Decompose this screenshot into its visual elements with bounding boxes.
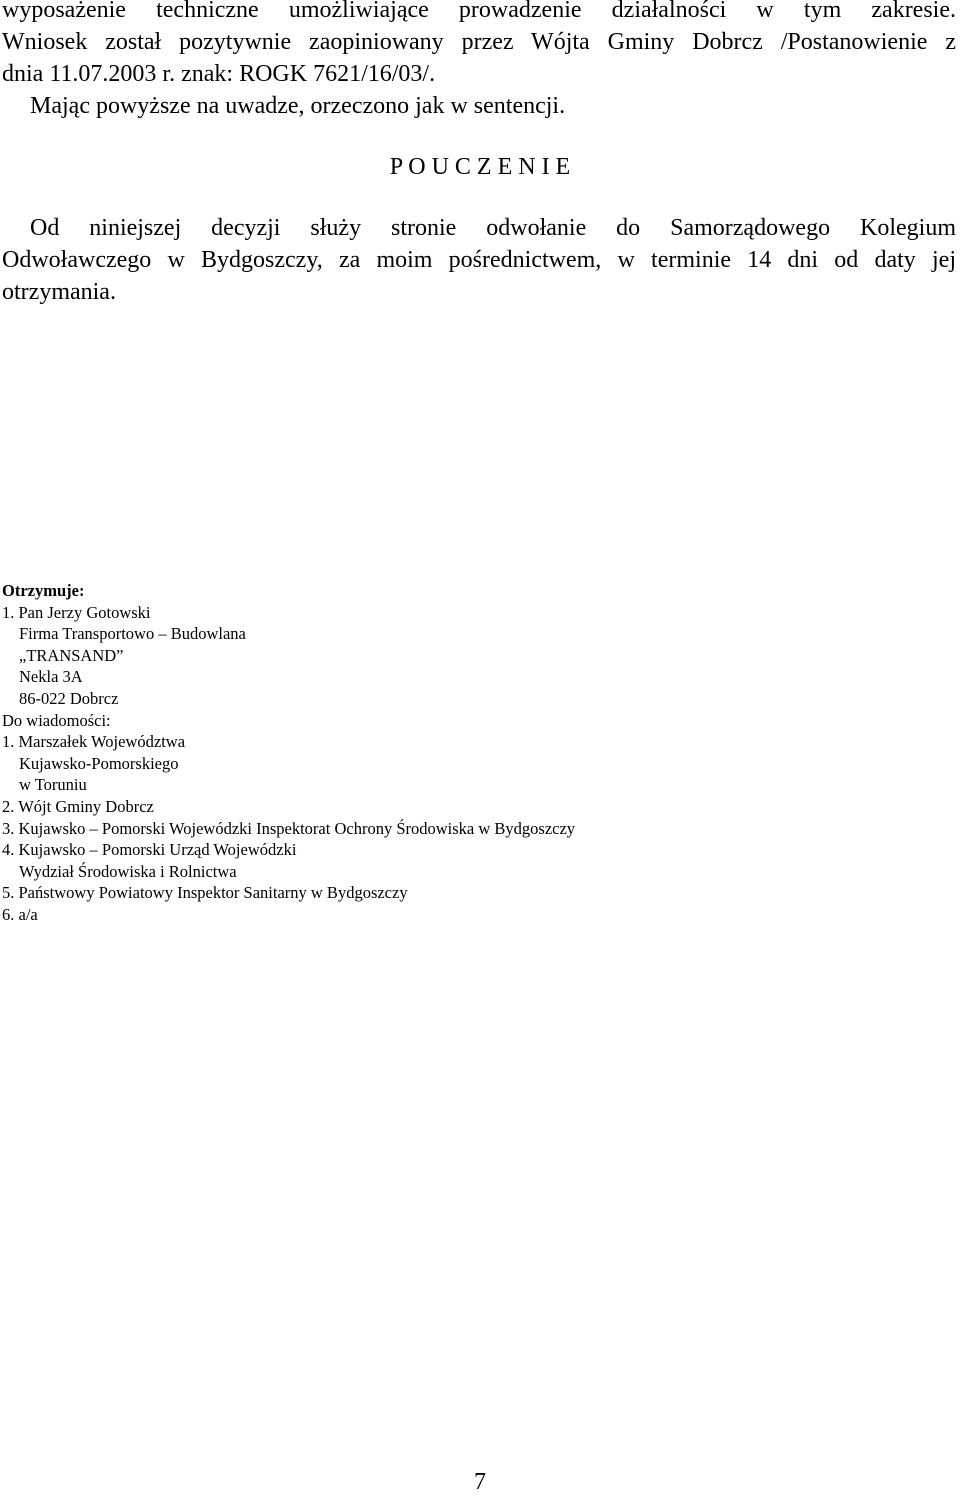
info-line: w Toruniu <box>19 775 87 795</box>
paragraph-line: Od niniejszej decyzji służy stronie odwołanie do Samorządowego Kolegium <box>30 215 956 241</box>
info-line: 4. Kujawsko – Pomorski Urząd Wojewódzki <box>2 840 297 860</box>
paragraph-line: wyposażenie techniczne umożliwiające prowadzenie działalności w tym zakresie. <box>2 0 956 23</box>
section-heading: P O U C Z E N I E <box>389 154 571 180</box>
info-label: Do wiadomości: <box>2 710 111 730</box>
info-line: 5. Państwowy Powiatowy Inspektor Sanitarny w Bydgoszczy <box>2 883 408 903</box>
recipients-list <box>2 580 902 926</box>
recipient-line: „TRANSAND” <box>19 645 124 665</box>
page-number: 7 <box>474 1469 486 1495</box>
info-line: 2. Wójt Gminy Dobrcz <box>2 796 154 816</box>
recipient-line: 1. Pan Jerzy Gotowski <box>2 602 151 622</box>
recipients-label: Otrzymuje: <box>2 581 85 600</box>
info-line: 1. Marszałek Województwa <box>2 732 186 752</box>
paragraph-line: dnia 11.07.2003 r. znak: ROGK 7621/16/03/. <box>2 61 436 87</box>
recipient-line: Nekla 3A <box>19 667 83 687</box>
paragraph-line: Odwoławczego w Bydgoszczy, za moim pośrednictwem, w terminie 14 dni od daty jej <box>2 247 956 273</box>
info-line: Kujawsko-Pomorskiego <box>19 753 179 773</box>
recipient-line: Firma Transportowo – Budowlana <box>19 624 246 644</box>
instruction-paragraph <box>2 212 956 308</box>
info-line: 3. Kujawsko – Pomorski Wojewódzki Inspektorat Ochrony Środowiska w Bydgoszczy <box>2 818 576 838</box>
recipient-line: 86-022 Dobrcz <box>19 688 119 708</box>
paragraph-line: otrzymania. <box>2 279 116 305</box>
paragraph-line: Wniosek został pozytywnie zaopiniowany przez Wójta Gminy Dobrcz /Postanowienie z <box>2 29 956 55</box>
info-line: 6. a/a <box>2 904 38 924</box>
paragraph-line: Mając powyższe na uwadze, orzeczono jak w sentencji. <box>30 93 566 119</box>
paragraph-top <box>2 0 956 122</box>
info-line: Wydział Środowiska i Rolnictwa <box>19 861 237 881</box>
